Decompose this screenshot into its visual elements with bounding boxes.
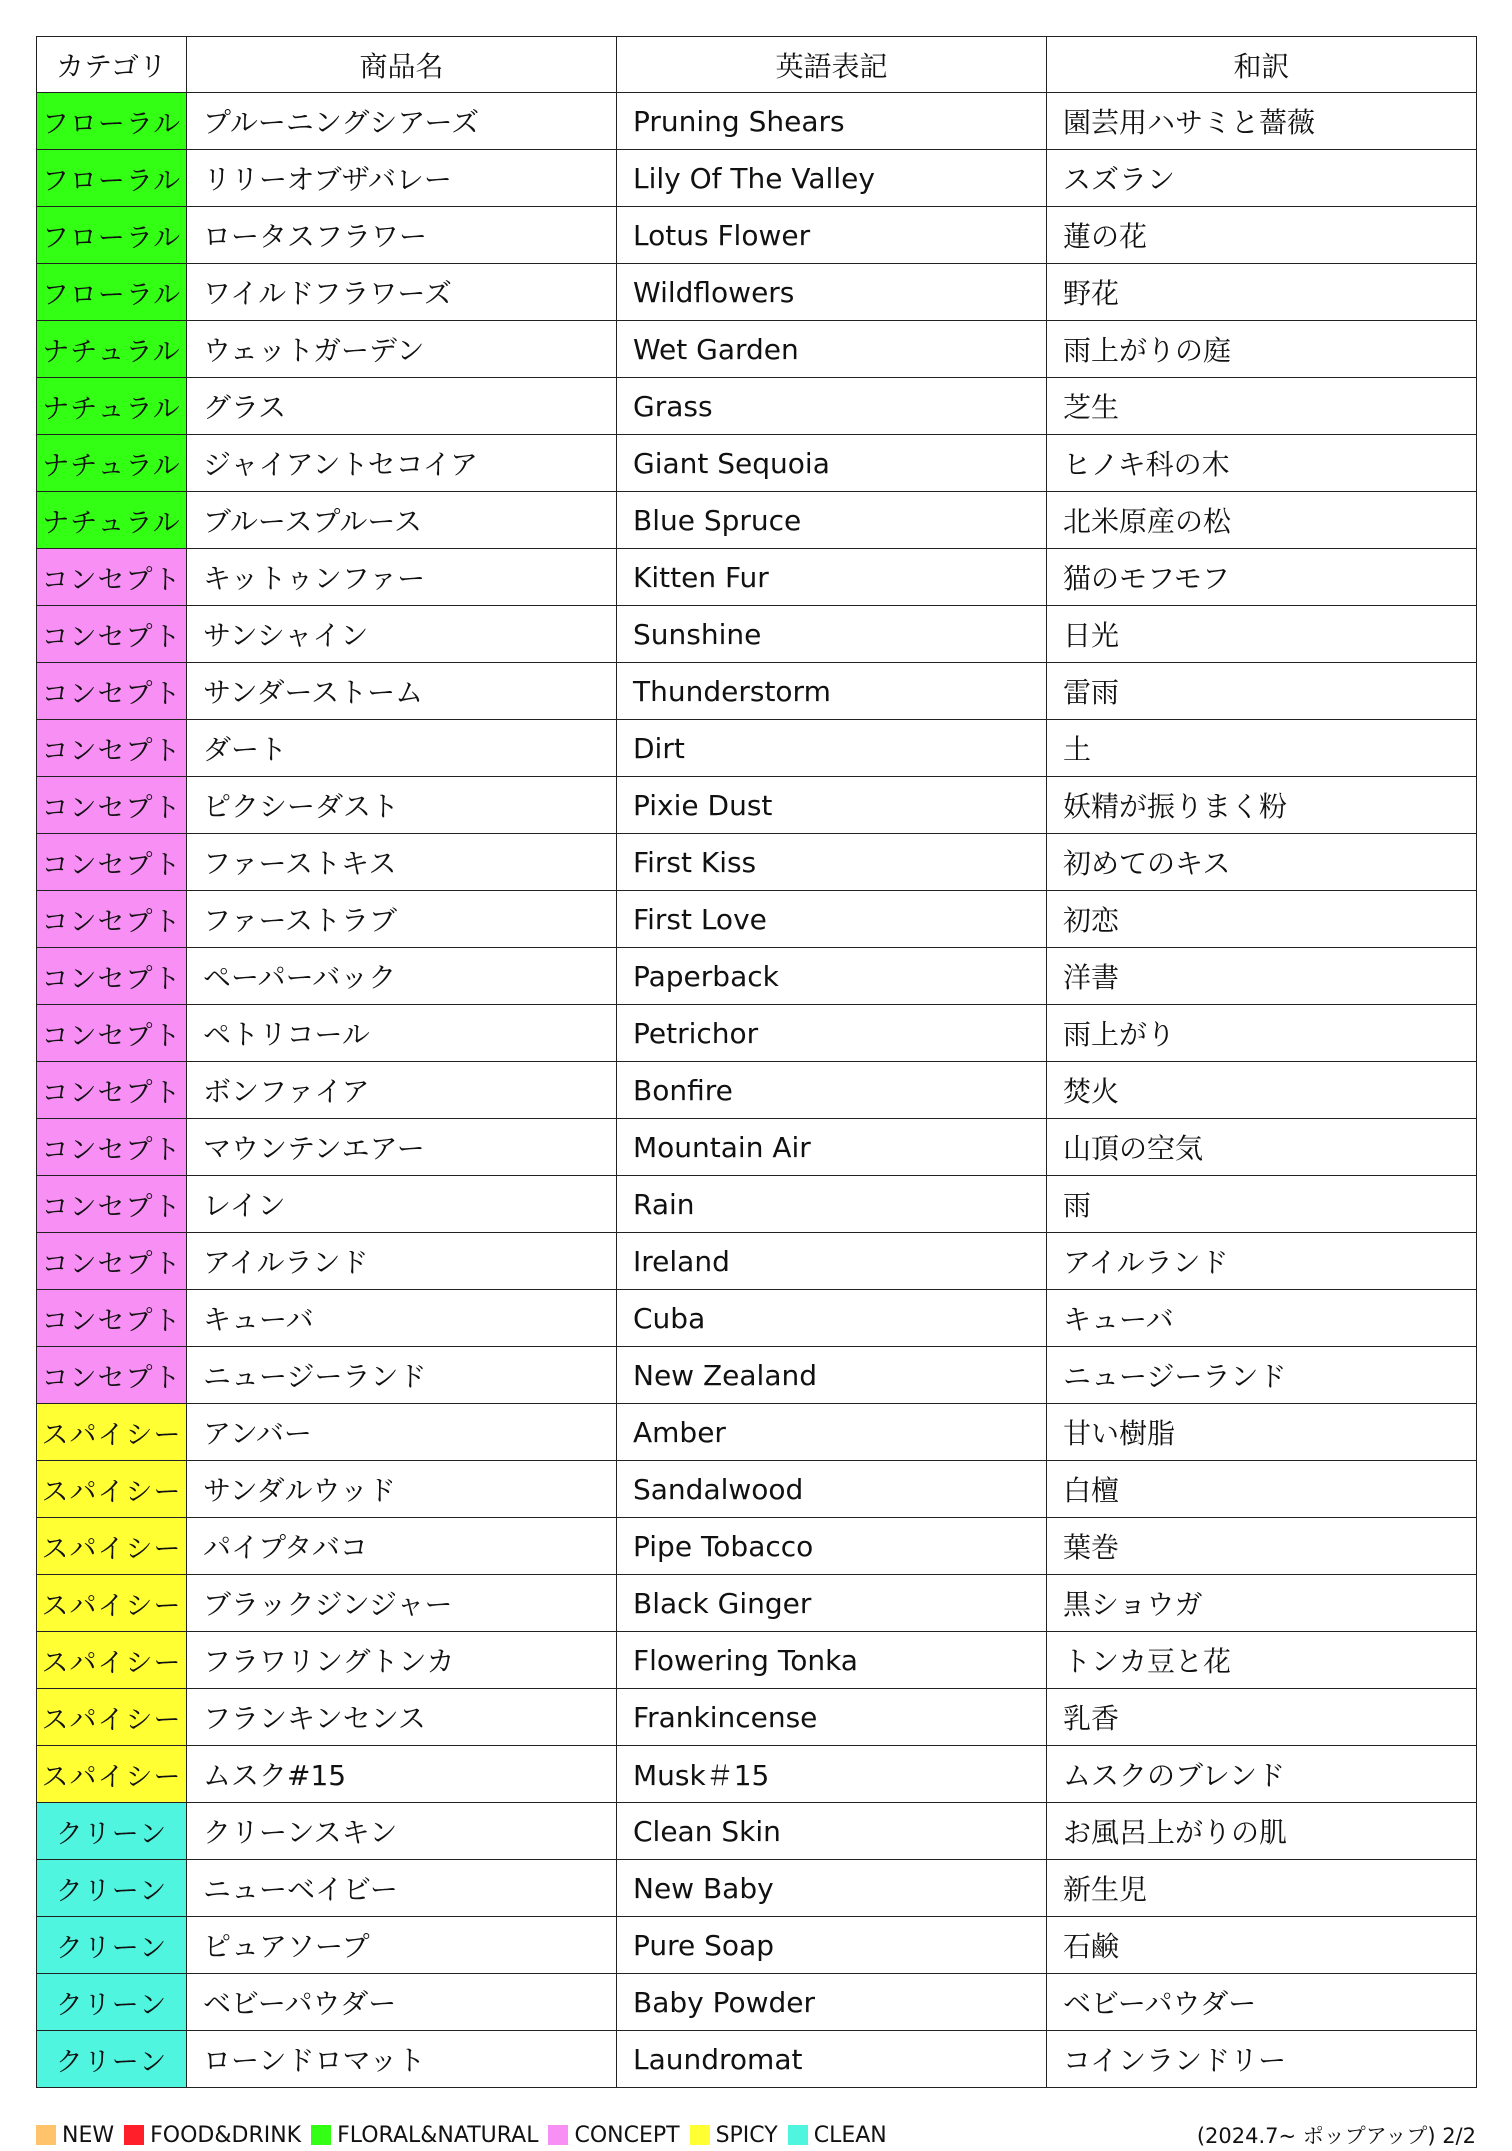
english-name-cell: Thunderstorm xyxy=(617,663,1047,720)
category-cell: スパイシー xyxy=(37,1461,187,1518)
product-name-cell: ローンドロマット xyxy=(187,2031,617,2088)
category-cell: スパイシー xyxy=(37,1518,187,1575)
japanese-name-cell: 山頂の空気 xyxy=(1047,1119,1477,1176)
legend-item xyxy=(124,2123,301,2148)
product-name-cell: ムスク#15 xyxy=(187,1746,617,1803)
table-row xyxy=(37,321,1477,378)
table-row xyxy=(37,1233,1477,1290)
english-name-cell: Cuba xyxy=(617,1290,1047,1347)
product-name-cell: ジャイアントセコイア xyxy=(187,435,617,492)
product-name-cell: マウンテンエアー xyxy=(187,1119,617,1176)
legend-item xyxy=(690,2123,778,2148)
table-row xyxy=(37,720,1477,777)
english-name-cell: Flowering Tonka xyxy=(617,1632,1047,1689)
legend-swatch xyxy=(690,2125,710,2145)
category-cell: コンセプト xyxy=(37,948,187,1005)
table-row xyxy=(37,1461,1477,1518)
legend-item xyxy=(788,2123,887,2148)
product-name-cell: クリーンスキン xyxy=(187,1803,617,1860)
japanese-name-cell: 雨上がりの庭 xyxy=(1047,321,1477,378)
category-cell: コンセプト xyxy=(37,663,187,720)
english-name-cell: Blue Spruce xyxy=(617,492,1047,549)
table-row xyxy=(37,93,1477,150)
product-name-cell: サンシャイン xyxy=(187,606,617,663)
japanese-name-cell: 雨上がり xyxy=(1047,1005,1477,1062)
product-name-cell: サンダーストーム xyxy=(187,663,617,720)
japanese-name-cell: ベビーパウダー xyxy=(1047,1974,1477,2031)
legend-item xyxy=(311,2123,538,2148)
japanese-name-cell: 白檀 xyxy=(1047,1461,1477,1518)
table-body xyxy=(37,93,1477,2088)
legend-swatch xyxy=(124,2125,144,2145)
english-name-cell: Baby Powder xyxy=(617,1974,1047,2031)
english-name-cell: Petrichor xyxy=(617,1005,1047,1062)
header-english: 英語表記 xyxy=(617,37,1047,93)
japanese-name-cell: ヒノキ科の木 xyxy=(1047,435,1477,492)
category-cell: ナチュラル xyxy=(37,435,187,492)
legend-label: FOOD&DRINK xyxy=(150,2122,302,2148)
legend-swatch xyxy=(36,2125,56,2145)
product-name-cell: ニューベイビー xyxy=(187,1860,617,1917)
english-name-cell: Mountain Air xyxy=(617,1119,1047,1176)
legend-item xyxy=(548,2123,679,2148)
table-row xyxy=(37,834,1477,891)
category-cell: クリーン xyxy=(37,2031,187,2088)
product-list-sheet xyxy=(36,36,1476,2118)
japanese-name-cell: 石鹸 xyxy=(1047,1917,1477,1974)
japanese-name-cell: 初恋 xyxy=(1047,891,1477,948)
category-cell: コンセプト xyxy=(37,606,187,663)
japanese-name-cell: 甘い樹脂 xyxy=(1047,1404,1477,1461)
category-cell: コンセプト xyxy=(37,1290,187,1347)
product-name-cell: ベビーパウダー xyxy=(187,1974,617,2031)
table-row xyxy=(37,1062,1477,1119)
category-cell: コンセプト xyxy=(37,777,187,834)
category-cell: ナチュラル xyxy=(37,378,187,435)
japanese-name-cell: スズラン xyxy=(1047,150,1477,207)
footnote: (2024.7~ ポップアップ) 2/2 xyxy=(1196,2124,1476,2148)
english-name-cell: Sunshine xyxy=(617,606,1047,663)
japanese-name-cell: 日光 xyxy=(1047,606,1477,663)
category-cell: コンセプト xyxy=(37,1176,187,1233)
table-row xyxy=(37,378,1477,435)
product-name-cell: アンバー xyxy=(187,1404,617,1461)
category-cell: クリーン xyxy=(37,1803,187,1860)
category-cell: スパイシー xyxy=(37,1746,187,1803)
english-name-cell: Musk＃15 xyxy=(617,1746,1047,1803)
japanese-name-cell: ムスクのブレンド xyxy=(1047,1746,1477,1803)
product-name-cell: フランキンセンス xyxy=(187,1689,617,1746)
legend-item xyxy=(36,2123,114,2148)
table-row xyxy=(37,663,1477,720)
english-name-cell: Bonfire xyxy=(617,1062,1047,1119)
japanese-name-cell: トンカ豆と花 xyxy=(1047,1632,1477,1689)
product-name-cell: キューバ xyxy=(187,1290,617,1347)
legend-label: NEW xyxy=(62,2122,115,2148)
english-name-cell: Grass xyxy=(617,378,1047,435)
english-name-cell: Wildflowers xyxy=(617,264,1047,321)
table-row xyxy=(37,150,1477,207)
english-name-cell: Wet Garden xyxy=(617,321,1047,378)
category-cell: コンセプト xyxy=(37,834,187,891)
japanese-name-cell: コインランドリー xyxy=(1047,2031,1477,2088)
category-cell: クリーン xyxy=(37,1860,187,1917)
header-product-name: 商品名 xyxy=(187,37,617,93)
legend-swatch xyxy=(311,2125,331,2145)
table-row xyxy=(37,1860,1477,1917)
table-row xyxy=(37,891,1477,948)
category-cell: スパイシー xyxy=(37,1689,187,1746)
product-name-cell: ロータスフラワー xyxy=(187,207,617,264)
english-name-cell: New Baby xyxy=(617,1860,1047,1917)
header-category: カテゴリ xyxy=(37,37,187,93)
english-name-cell: Pixie Dust xyxy=(617,777,1047,834)
legend-label: CLEAN xyxy=(813,2122,887,2148)
table-row xyxy=(37,2031,1477,2088)
japanese-name-cell: 新生児 xyxy=(1047,1860,1477,1917)
table-row xyxy=(37,1689,1477,1746)
header-row xyxy=(37,37,1477,93)
table-row xyxy=(37,1119,1477,1176)
product-name-cell: ピクシーダスト xyxy=(187,777,617,834)
english-name-cell: Lotus Flower xyxy=(617,207,1047,264)
table-row xyxy=(37,435,1477,492)
scent-table xyxy=(36,36,1477,2088)
japanese-name-cell: 黒ショウガ xyxy=(1047,1575,1477,1632)
english-name-cell: Lily Of The Valley xyxy=(617,150,1047,207)
product-name-cell: ファーストキス xyxy=(187,834,617,891)
japanese-name-cell: 初めてのキス xyxy=(1047,834,1477,891)
english-name-cell: Dirt xyxy=(617,720,1047,777)
product-name-cell: グラス xyxy=(187,378,617,435)
english-name-cell: First Kiss xyxy=(617,834,1047,891)
table-row xyxy=(37,1575,1477,1632)
category-cell: ナチュラル xyxy=(37,321,187,378)
english-name-cell: Amber xyxy=(617,1404,1047,1461)
table-row xyxy=(37,1746,1477,1803)
product-name-cell: ボンファイア xyxy=(187,1062,617,1119)
table-row xyxy=(37,777,1477,834)
legend xyxy=(36,2122,1476,2148)
product-name-cell: フラワリングトンカ xyxy=(187,1632,617,1689)
category-cell: スパイシー xyxy=(37,1575,187,1632)
category-cell: コンセプト xyxy=(37,1347,187,1404)
category-cell: コンセプト xyxy=(37,891,187,948)
category-cell: コンセプト xyxy=(37,720,187,777)
japanese-name-cell: 芝生 xyxy=(1047,378,1477,435)
table-row xyxy=(37,1176,1477,1233)
legend-swatch xyxy=(788,2125,808,2145)
table-row xyxy=(37,492,1477,549)
table-row xyxy=(37,1917,1477,1974)
product-name-cell: プルーニングシアーズ xyxy=(187,93,617,150)
english-name-cell: Frankincense xyxy=(617,1689,1047,1746)
product-name-cell: サンダルウッド xyxy=(187,1461,617,1518)
japanese-name-cell: 洋書 xyxy=(1047,948,1477,1005)
product-name-cell: ペーパーバック xyxy=(187,948,617,1005)
table-row xyxy=(37,1803,1477,1860)
english-name-cell: Pipe Tobacco xyxy=(617,1518,1047,1575)
table-row xyxy=(37,207,1477,264)
english-name-cell: Paperback xyxy=(617,948,1047,1005)
legend-items xyxy=(36,2123,897,2148)
legend-label: SPICY xyxy=(715,2122,778,2148)
japanese-name-cell: 乳香 xyxy=(1047,1689,1477,1746)
product-name-cell: アイルランド xyxy=(187,1233,617,1290)
english-name-cell: Black Ginger xyxy=(617,1575,1047,1632)
english-name-cell: First Love xyxy=(617,891,1047,948)
table-row xyxy=(37,1347,1477,1404)
table-row xyxy=(37,1518,1477,1575)
product-name-cell: ニュージーランド xyxy=(187,1347,617,1404)
category-cell: フローラル xyxy=(37,150,187,207)
category-cell: コンセプト xyxy=(37,1005,187,1062)
japanese-name-cell: 蓮の花 xyxy=(1047,207,1477,264)
japanese-name-cell: 焚火 xyxy=(1047,1062,1477,1119)
category-cell: コンセプト xyxy=(37,1062,187,1119)
category-cell: フローラル xyxy=(37,207,187,264)
japanese-name-cell: ニュージーランド xyxy=(1047,1347,1477,1404)
table-row xyxy=(37,549,1477,606)
english-name-cell: Ireland xyxy=(617,1233,1047,1290)
header-japanese: 和訳 xyxy=(1047,37,1477,93)
japanese-name-cell: 猫のモフモフ xyxy=(1047,549,1477,606)
category-cell: ナチュラル xyxy=(37,492,187,549)
english-name-cell: Sandalwood xyxy=(617,1461,1047,1518)
category-cell: スパイシー xyxy=(37,1632,187,1689)
category-cell: コンセプト xyxy=(37,1233,187,1290)
product-name-cell: ブルースプルース xyxy=(187,492,617,549)
japanese-name-cell: アイルランド xyxy=(1047,1233,1477,1290)
product-name-cell: ペトリコール xyxy=(187,1005,617,1062)
table-row xyxy=(37,1974,1477,2031)
japanese-name-cell: 野花 xyxy=(1047,264,1477,321)
table-row xyxy=(37,606,1477,663)
category-cell: コンセプト xyxy=(37,1119,187,1176)
japanese-name-cell: 葉巻 xyxy=(1047,1518,1477,1575)
english-name-cell: Rain xyxy=(617,1176,1047,1233)
product-name-cell: ブラックジンジャー xyxy=(187,1575,617,1632)
english-name-cell: Laundromat xyxy=(617,2031,1047,2088)
english-name-cell: Pruning Shears xyxy=(617,93,1047,150)
product-name-cell: ファーストラブ xyxy=(187,891,617,948)
english-name-cell: New Zealand xyxy=(617,1347,1047,1404)
japanese-name-cell: 雨 xyxy=(1047,1176,1477,1233)
japanese-name-cell: お風呂上がりの肌 xyxy=(1047,1803,1477,1860)
japanese-name-cell: 園芸用ハサミと薔薇 xyxy=(1047,93,1477,150)
table-row xyxy=(37,1404,1477,1461)
category-cell: クリーン xyxy=(37,1917,187,1974)
product-name-cell: リリーオブザバレー xyxy=(187,150,617,207)
legend-swatch xyxy=(548,2125,568,2145)
japanese-name-cell: 雷雨 xyxy=(1047,663,1477,720)
product-name-cell: ダート xyxy=(187,720,617,777)
product-name-cell: ウェットガーデン xyxy=(187,321,617,378)
table-row xyxy=(37,1632,1477,1689)
legend-label: CONCEPT xyxy=(574,2122,680,2148)
category-cell: フローラル xyxy=(37,264,187,321)
category-cell: コンセプト xyxy=(37,549,187,606)
product-name-cell: レイン xyxy=(187,1176,617,1233)
english-name-cell: Giant Sequoia xyxy=(617,435,1047,492)
japanese-name-cell: キューバ xyxy=(1047,1290,1477,1347)
english-name-cell: Kitten Fur xyxy=(617,549,1047,606)
product-name-cell: パイプタバコ xyxy=(187,1518,617,1575)
japanese-name-cell: 北米原産の松 xyxy=(1047,492,1477,549)
english-name-cell: Clean Skin xyxy=(617,1803,1047,1860)
english-name-cell: Pure Soap xyxy=(617,1917,1047,1974)
product-name-cell: キットゥンファー xyxy=(187,549,617,606)
category-cell: クリーン xyxy=(37,1974,187,2031)
table-row xyxy=(37,1290,1477,1347)
product-name-cell: ピュアソープ xyxy=(187,1917,617,1974)
legend-label: FLORAL&NATURAL xyxy=(337,2122,539,2148)
category-cell: フローラル xyxy=(37,93,187,150)
category-cell: スパイシー xyxy=(37,1404,187,1461)
japanese-name-cell: 土 xyxy=(1047,720,1477,777)
product-name-cell: ワイルドフラワーズ xyxy=(187,264,617,321)
japanese-name-cell: 妖精が振りまく粉 xyxy=(1047,777,1477,834)
table-row xyxy=(37,1005,1477,1062)
table-row xyxy=(37,948,1477,1005)
table-row xyxy=(37,264,1477,321)
